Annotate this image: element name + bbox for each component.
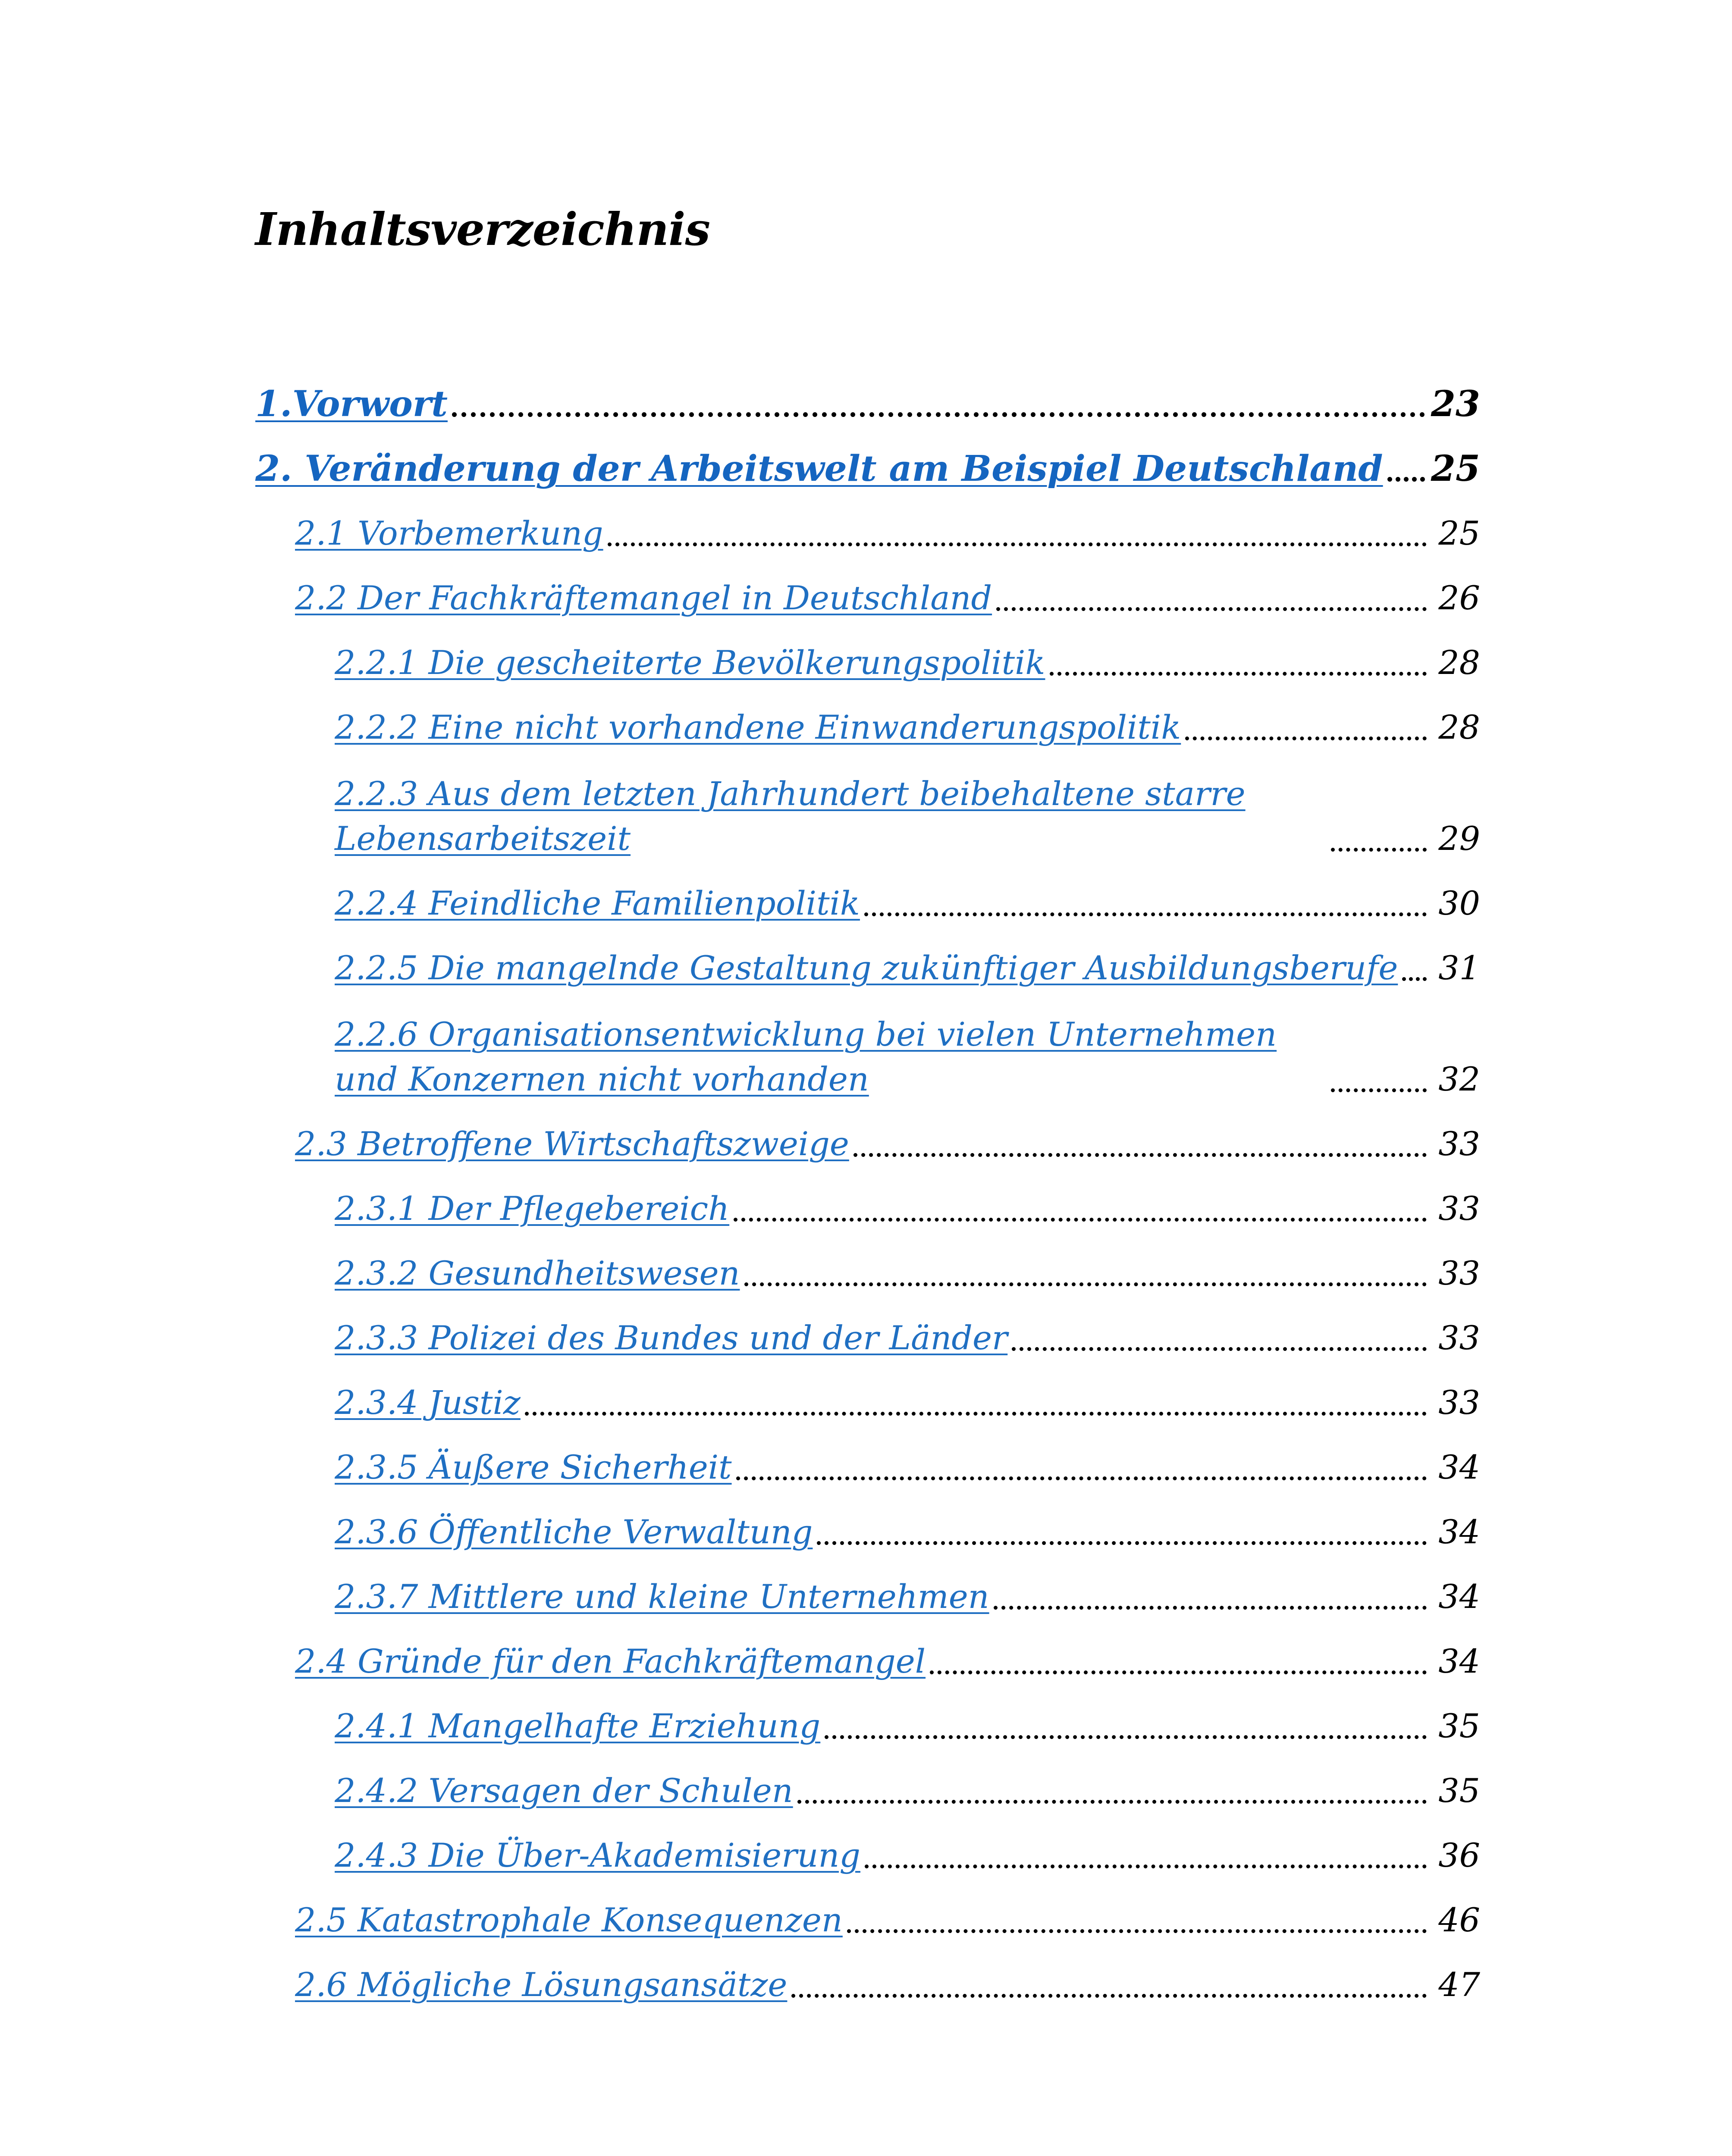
toc-entry-gesundheitswesen xyxy=(255,1234,1480,1298)
dot-leader xyxy=(1012,1347,1427,1351)
dot-leader xyxy=(1050,672,1427,676)
toc-link-organisationsentwicklung[interactable]: 2.2.6 Organisationsentwicklung bei vielen Unternehmen und Konzernen nicht vorhanden xyxy=(335,1015,1277,1098)
toc-link-vorbemerkung[interactable]: 2.1 Vorbemerkung xyxy=(295,514,603,552)
toc-entry-pflegebereich xyxy=(255,1169,1480,1234)
toc-page-number: 28 xyxy=(1438,708,1480,746)
toc-link-erziehung[interactable]: 2.4.1 Mangelhafte Erziehung xyxy=(335,1707,821,1745)
toc-entry-polizei xyxy=(255,1298,1480,1363)
toc-page-number: 30 xyxy=(1438,884,1480,922)
toc-link-akademisierung[interactable]: 2.4.3 Die Über-Akademisierung xyxy=(335,1836,861,1874)
toc-page-number: 33 xyxy=(1438,1125,1480,1163)
toc-link-justiz[interactable]: 2.3.4 Justiz xyxy=(335,1383,521,1422)
dot-leader xyxy=(994,1606,1427,1610)
dot-leader xyxy=(744,1282,1427,1286)
toc-link-loesungsansaetze[interactable]: 2.6 Mögliche Lösungsansätze xyxy=(295,1965,788,2004)
toc-page-number: 34 xyxy=(1438,1577,1480,1616)
toc-page-number: 26 xyxy=(1438,579,1480,617)
toc-entry-fachkraeftemangel xyxy=(255,558,1480,623)
toc-page-number: 29 xyxy=(1438,819,1480,858)
dot-leader xyxy=(791,1994,1427,1998)
toc-page-number: 32 xyxy=(1438,1060,1480,1098)
toc-page-number: 34 xyxy=(1438,1448,1480,1486)
toc-entry-veraenderung-arbeitswelt xyxy=(255,429,1480,494)
toc-link-oeffentliche-verwaltung[interactable]: 2.3.6 Öffentliche Verwaltung xyxy=(335,1513,813,1551)
table-of-contents xyxy=(255,364,1480,2010)
toc-entry-justiz xyxy=(255,1363,1480,1428)
toc-link-aeussere-sicherheit[interactable]: 2.3.5 Äußere Sicherheit xyxy=(335,1448,732,1486)
toc-entry-akademisierung xyxy=(255,1816,1480,1880)
dot-leader xyxy=(930,1670,1427,1674)
toc-link-konsequenzen[interactable]: 2.5 Katastrophale Konsequenzen xyxy=(295,1901,843,1939)
toc-entry-gruende xyxy=(255,1622,1480,1686)
toc-link-gruende[interactable]: 2.4 Gründe für den Fachkräftemangel xyxy=(295,1642,926,1680)
toc-page-number: 33 xyxy=(1438,1254,1480,1292)
dot-leader xyxy=(847,1929,1427,1933)
toc-page-number: 34 xyxy=(1438,1642,1480,1680)
toc-entry-mittlere-unternehmen xyxy=(255,1557,1480,1622)
toc-entry-bevoelkerungspolitik xyxy=(255,623,1480,688)
dot-leader xyxy=(865,1865,1427,1868)
dot-leader xyxy=(1185,736,1427,740)
toc-page-number: 33 xyxy=(1438,1383,1480,1422)
toc-link-ausbildungsberufe[interactable]: 2.2.5 Die mangelnde Gestaltung zukünftiger Ausbildungsberufe xyxy=(335,949,1398,987)
dot-leader xyxy=(1387,477,1425,482)
toc-entry-organisationsentwicklung xyxy=(255,993,1480,1104)
dot-leader xyxy=(1331,1088,1427,1092)
toc-page-number: 35 xyxy=(1438,1707,1480,1745)
dot-leader xyxy=(452,412,1425,417)
toc-link-vorwort[interactable]: 1.Vorwort xyxy=(255,383,448,425)
toc-page-number: 47 xyxy=(1438,1965,1480,2004)
dot-leader xyxy=(1331,848,1427,852)
toc-page-number: 36 xyxy=(1438,1836,1480,1874)
dot-leader xyxy=(608,542,1427,546)
toc-entry-loesungsansaetze xyxy=(255,1945,1480,2010)
toc-entry-einwanderungspolitik xyxy=(255,688,1480,752)
page-title: Inhaltsverzeichnis xyxy=(255,203,710,256)
toc-link-wirtschaftszweige[interactable]: 2.3 Betroffene Wirtschaftszweige xyxy=(295,1125,849,1163)
toc-entry-oeffentliche-verwaltung xyxy=(255,1492,1480,1557)
dot-leader xyxy=(734,1218,1427,1222)
toc-page-number: 34 xyxy=(1438,1513,1480,1551)
toc-link-pflegebereich[interactable]: 2.3.1 Der Pflegebereich xyxy=(335,1189,730,1228)
toc-page-number: 23 xyxy=(1431,383,1480,425)
toc-link-familienpolitik[interactable]: 2.2.4 Feindliche Familienpolitik xyxy=(335,884,860,922)
toc-entry-ausbildungsberufe xyxy=(255,928,1480,993)
toc-entry-vorwort xyxy=(255,364,1480,429)
toc-page-number: 25 xyxy=(1431,448,1480,489)
dot-leader xyxy=(996,607,1427,611)
toc-entry-erziehung xyxy=(255,1686,1480,1751)
toc-page-number: 46 xyxy=(1438,1901,1480,1939)
dot-leader xyxy=(864,912,1427,916)
toc-page-number: 25 xyxy=(1438,514,1480,552)
toc-link-schulen[interactable]: 2.4.2 Versagen der Schulen xyxy=(335,1771,793,1810)
toc-link-fachkraeftemangel[interactable]: 2.2 Der Fachkräftemangel in Deutschland xyxy=(295,579,992,617)
toc-page-number: 35 xyxy=(1438,1771,1480,1810)
dot-leader xyxy=(736,1476,1427,1480)
toc-entry-aeussere-sicherheit xyxy=(255,1428,1480,1492)
dot-leader xyxy=(853,1153,1427,1157)
toc-link-veraenderung-arbeitswelt[interactable]: 2. Veränderung der Arbeitswelt am Beispiel Deutschland xyxy=(255,448,1383,489)
toc-link-lebensarbeitszeit[interactable]: 2.2.3 Aus dem letzten Jahrhundert beibehaltene starre Lebensarbeitszeit xyxy=(335,774,1246,858)
dot-leader xyxy=(1402,977,1427,981)
toc-page-number: 33 xyxy=(1438,1319,1480,1357)
toc-page-number: 28 xyxy=(1438,643,1480,682)
dot-leader xyxy=(525,1412,1427,1416)
toc-entry-wirtschaftszweige xyxy=(255,1104,1480,1169)
toc-entry-familienpolitik xyxy=(255,864,1480,928)
dot-leader xyxy=(825,1735,1427,1739)
toc-page-number: 33 xyxy=(1438,1189,1480,1228)
toc-link-einwanderungspolitik[interactable]: 2.2.2 Eine nicht vorhandene Einwanderungspolitik xyxy=(335,708,1181,746)
toc-page-number: 31 xyxy=(1438,949,1480,987)
dot-leader xyxy=(797,1800,1427,1804)
toc-entry-vorbemerkung xyxy=(255,494,1480,558)
toc-link-mittlere-unternehmen[interactable]: 2.3.7 Mittlere und kleine Unternehmen xyxy=(335,1577,989,1616)
toc-entry-schulen xyxy=(255,1751,1480,1816)
toc-entry-lebensarbeitszeit xyxy=(255,752,1480,864)
toc-link-polizei[interactable]: 2.3.3 Polizei des Bundes und der Länder xyxy=(335,1319,1008,1357)
toc-link-bevoelkerungspolitik[interactable]: 2.2.1 Die gescheiterte Bevölkerungspolitik xyxy=(335,643,1045,682)
toc-link-gesundheitswesen[interactable]: 2.3.2 Gesundheitswesen xyxy=(335,1254,740,1292)
toc-entry-konsequenzen xyxy=(255,1880,1480,1945)
dot-leader xyxy=(817,1541,1427,1545)
